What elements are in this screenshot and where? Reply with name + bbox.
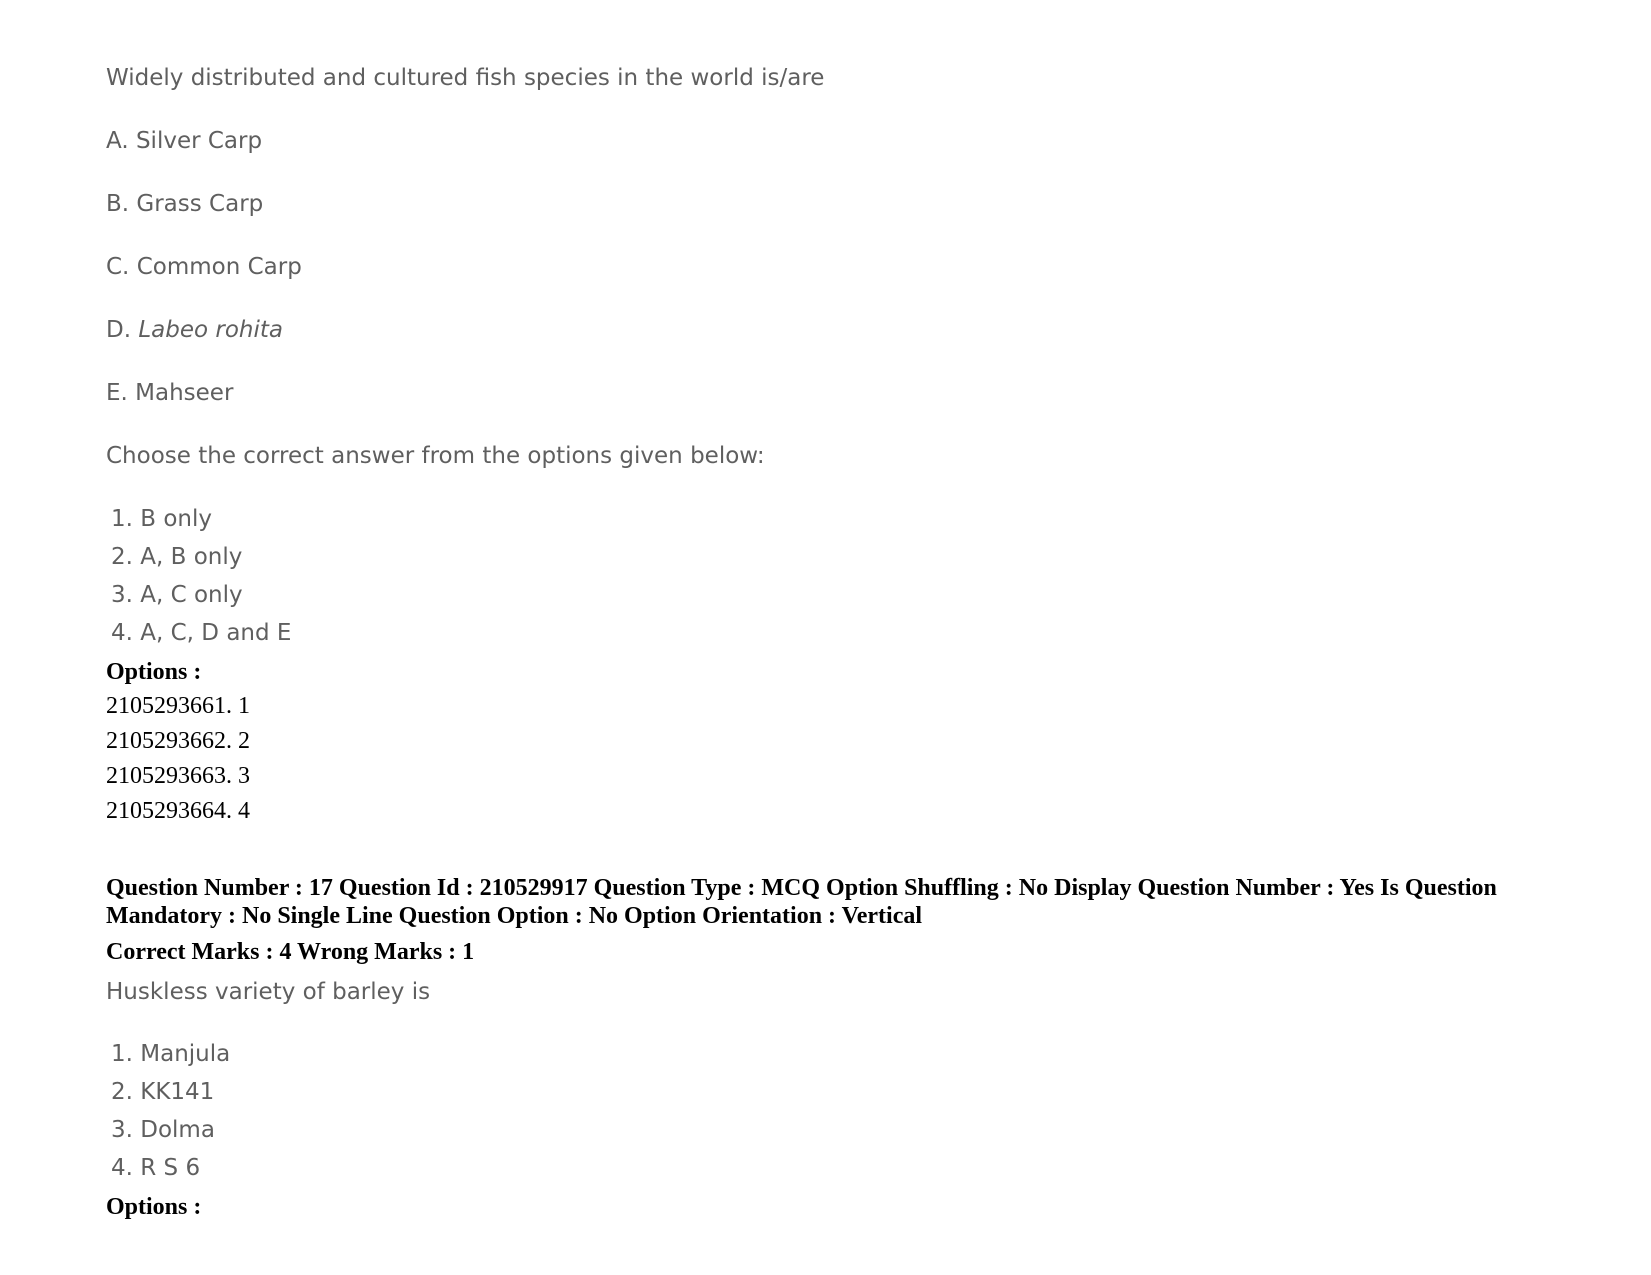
statement-d: [106, 319, 283, 342]
statement-prefix: C.: [106, 254, 137, 280]
choice-item: 3. Dolma: [111, 1117, 215, 1143]
statement-prefix: E.: [106, 380, 136, 406]
statement-text: Grass Carp: [136, 191, 264, 217]
statement-text: Common Carp: [136, 254, 302, 280]
statement-e: [106, 382, 233, 405]
question-marks: Correct Marks : 4 Wrong Marks : 1: [106, 939, 475, 965]
choice-item: 1. B only: [111, 506, 212, 532]
option-id: 2105293664. 4: [106, 798, 250, 824]
answer-instruction: Choose the correct answer from the options given below:: [106, 443, 765, 469]
statement-prefix: B.: [106, 191, 137, 217]
statement-text: Mahseer: [135, 380, 234, 406]
statement-a: [106, 130, 262, 153]
statement-text: Silver Carp: [135, 128, 263, 154]
statement-prefix: D.: [106, 317, 139, 343]
choice-item: 4. R S 6: [111, 1155, 201, 1181]
option-id: 2105293661. 1: [106, 693, 250, 719]
choice-item: 2. A, B only: [111, 544, 243, 570]
choice-item: 3. A, C only: [111, 582, 243, 608]
choice-item: 4. A, C, D and E: [111, 620, 292, 646]
choice-item: 1. Manjula: [111, 1041, 231, 1067]
question-stem: Huskless variety of barley is: [106, 979, 431, 1005]
question-stem: Widely distributed and cultured fish species in the world is/are: [106, 65, 825, 91]
options-label: Options :: [106, 1194, 202, 1220]
question-meta: Question Number : 17 Question Id : 210529917 Question Type : MCQ Option Shuffling : No Display Question Number : Yes Is Question Mandatory : No Single Line Question Option : No Option Orientation : Vertical: [106, 875, 1497, 929]
option-id: 2105293663. 3: [106, 763, 250, 789]
options-label: Options :: [106, 659, 202, 685]
choice-item: 2. KK141: [111, 1079, 215, 1105]
statement-prefix: A.: [106, 128, 136, 154]
statement-b: [106, 193, 263, 216]
option-id: 2105293662. 2: [106, 728, 250, 754]
statement-text: Labeo rohita: [138, 317, 283, 343]
statement-c: [106, 256, 302, 279]
